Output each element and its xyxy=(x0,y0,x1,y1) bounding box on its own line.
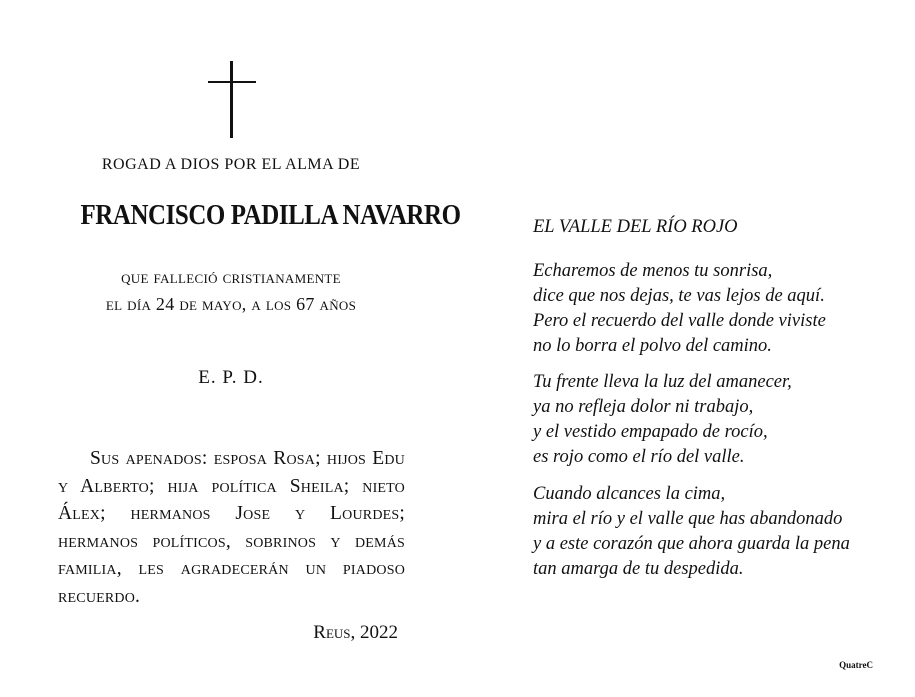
poem-stanza-2 xyxy=(533,370,893,470)
poem-stanza-3 xyxy=(533,482,893,582)
epd-text: E. P. D. xyxy=(198,367,264,388)
poem-line: no lo borra el polvo del camino. xyxy=(533,336,772,356)
poem-title: EL VALLE DEL RÍO ROJO xyxy=(533,217,738,237)
prayer-heading: ROGAD A DIOS POR EL ALMA DE xyxy=(101,156,361,173)
death-line-2: el día 24 de mayo, a los 67 años xyxy=(105,294,357,314)
place-date: Reus, 2022 xyxy=(313,622,398,643)
poem-line: dice que nos dejas, te vas lejos de aquí. xyxy=(533,286,825,306)
poem-line: Cuando alcances la cima, xyxy=(533,484,726,504)
poem-line: Echaremos de menos tu sonrisa, xyxy=(533,261,773,281)
poem-line: Pero el recuerdo del valle donde viviste xyxy=(533,311,826,331)
poem-line: Tu frente lleva la luz del amanecer, xyxy=(533,372,792,392)
death-line-1: que falleció cristianamente xyxy=(121,267,341,287)
death-details xyxy=(56,264,406,318)
poem-line: mira el río y el valle que has abandonado xyxy=(533,509,843,529)
poem-line: ya no refleja dolor ni trabajo, xyxy=(533,397,754,417)
poem-line: y el vestido empapado de rocío, xyxy=(533,422,768,442)
deceased-name: FRANCISCO PADILLA NAVARRO xyxy=(80,199,461,231)
family-message: Sus apenados: esposa Rosa; hijos Edu y Alberto; hija política Sheila; nieto Álex; hermanos Jose y Lourdes; hermanos políticos, sobrinos y demás familia, les agradecerán un piadoso recuerdo. xyxy=(58,448,405,607)
poem-line: es rojo como el río del valle. xyxy=(533,447,745,467)
cross-icon xyxy=(208,61,256,138)
poem-line: tan amarga de tu despedida. xyxy=(533,559,744,579)
brand-mark: QuatreC xyxy=(839,660,873,670)
poem-stanza-1 xyxy=(533,259,893,359)
poem-line: y a este corazón que ahora guarda la pena xyxy=(533,534,850,554)
